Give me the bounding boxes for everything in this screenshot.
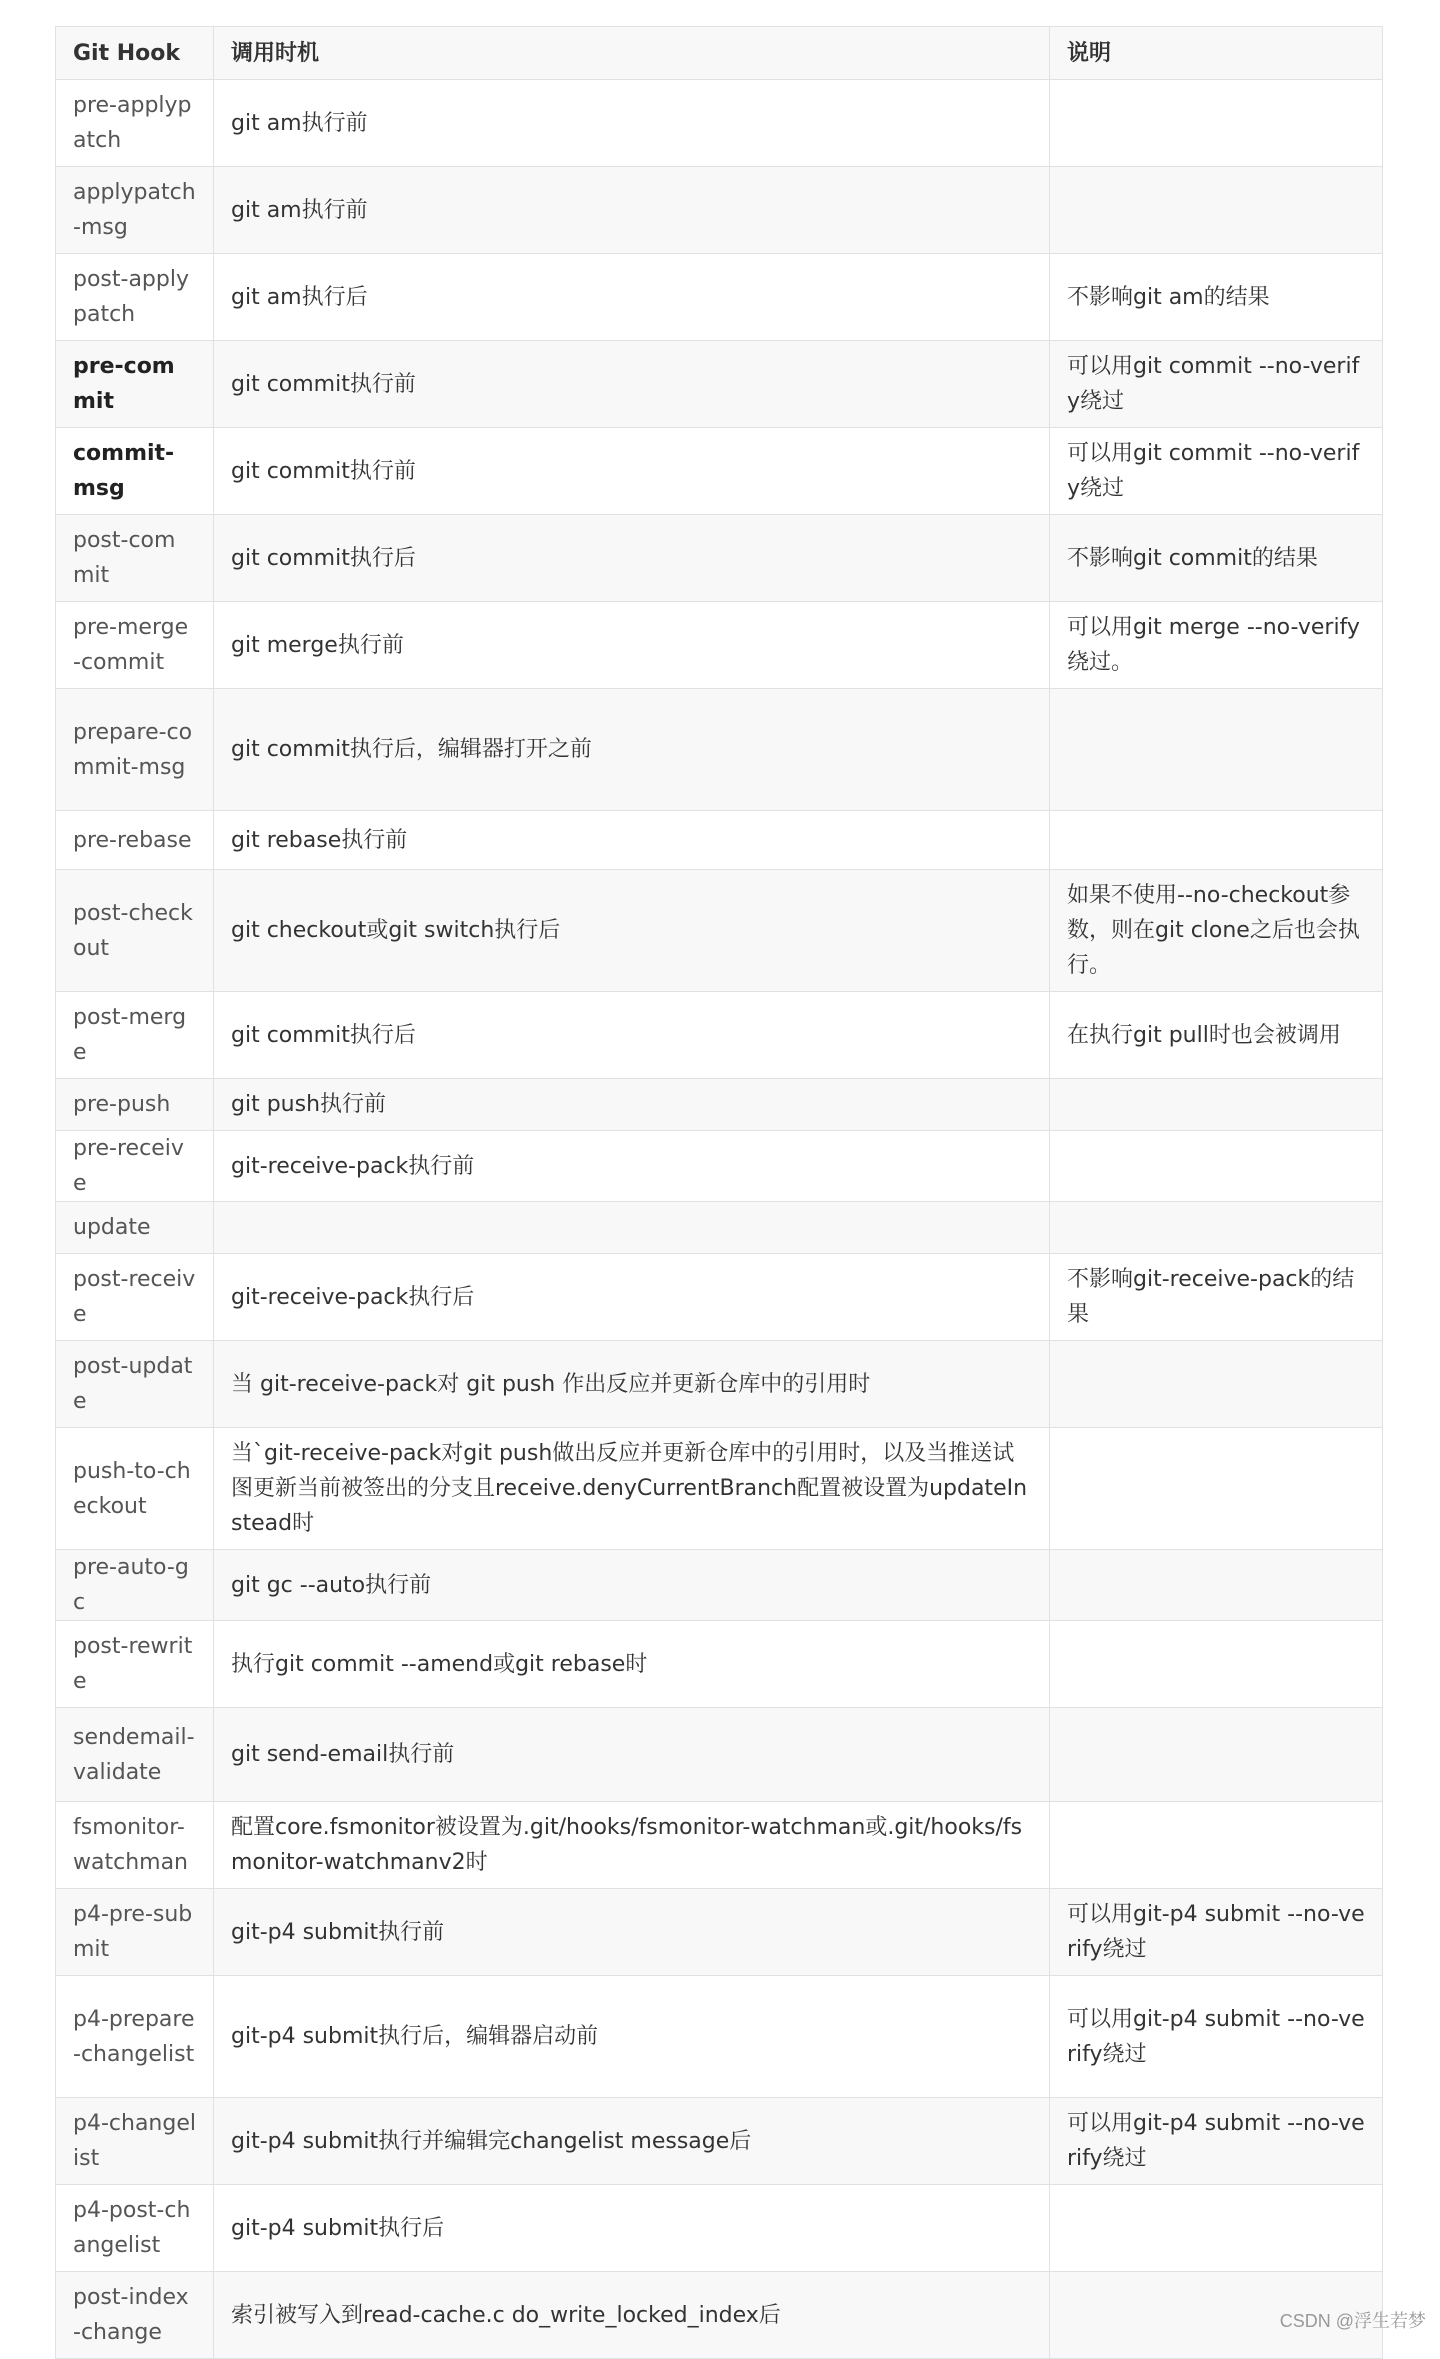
hook-name-cell (56, 992, 214, 1079)
description-cell (1050, 1131, 1383, 1202)
timing-cell (214, 870, 1050, 992)
table-row (56, 1202, 1383, 1254)
table-row (56, 80, 1383, 167)
hook-name-cell (56, 1976, 214, 2098)
table-row (56, 1889, 1383, 1976)
table-row (56, 1708, 1383, 1802)
hook-name-cell-text: fsmonitor-watchman (73, 1815, 188, 1875)
description-cell (1050, 167, 1383, 254)
description-cell (1050, 1976, 1383, 2098)
hook-name-cell (56, 811, 214, 870)
timing-cell-text: git commit执行后 (231, 545, 416, 571)
timing-cell (214, 1976, 1050, 2098)
description-cell (1050, 1079, 1383, 1131)
git-hooks-table-container (55, 26, 1382, 2359)
description-cell (1050, 515, 1383, 602)
timing-cell (214, 2098, 1050, 2185)
table-row (56, 1341, 1383, 1428)
hook-name-cell-text: post-update (73, 1354, 193, 1414)
hook-name-cell-text: p4-pre-submit (73, 1902, 193, 1962)
timing-cell (214, 1202, 1050, 1254)
description-cell (1050, 341, 1383, 428)
hook-name-cell-text: post-merge (73, 1005, 187, 1065)
timing-cell-text: git commit执行前 (231, 371, 416, 397)
table-row (56, 1976, 1383, 2098)
timing-cell (214, 992, 1050, 1079)
hook-name-cell (56, 1428, 214, 1550)
description-cell-text: 不影响git commit的结果 (1067, 545, 1318, 571)
table-header (56, 27, 1383, 80)
hook-name-cell-text: post-rewrite (73, 1634, 193, 1694)
timing-cell (214, 1802, 1050, 1889)
table-row (56, 870, 1383, 992)
timing-cell-text: git-receive-pack执行前 (231, 1153, 475, 1179)
timing-cell-text: git-p4 submit执行并编辑完changelist message后 (231, 2128, 752, 2154)
hook-name-cell (56, 1550, 214, 1621)
hook-name-cell (56, 1341, 214, 1428)
timing-cell (214, 254, 1050, 341)
hook-name-cell (56, 341, 214, 428)
hook-name-cell-text: post-receive (73, 1267, 196, 1327)
timing-cell-text: git-p4 submit执行后 (231, 2215, 445, 2241)
hook-name-cell-text: sendemail-validate (73, 1724, 195, 1785)
table-row (56, 1550, 1383, 1621)
hook-name-cell-text: update (73, 1215, 151, 1240)
timing-cell (214, 2185, 1050, 2272)
table-row (56, 2185, 1383, 2272)
hook-name-cell (56, 1708, 214, 1802)
description-cell (1050, 1550, 1383, 1621)
hook-name-cell (56, 80, 214, 167)
hook-name-cell (56, 870, 214, 992)
description-cell (1050, 1708, 1383, 1802)
description-cell-text: 可以用git-p4 submit --no-verify绕过 (1067, 1902, 1365, 1962)
table-row (56, 1079, 1383, 1131)
description-cell (1050, 1621, 1383, 1708)
hook-name-cell (56, 167, 214, 254)
description-cell-text: 在执行git pull时也会被调用 (1067, 1022, 1341, 1048)
hook-name-cell-text: post-checkout (73, 900, 193, 961)
timing-cell-text: git gc --auto执行前 (231, 1572, 432, 1598)
table-row (56, 1131, 1383, 1202)
description-cell (1050, 1889, 1383, 1976)
description-cell-text: 可以用git commit --no-verify绕过 (1067, 354, 1360, 414)
hook-name-cell (56, 254, 214, 341)
timing-cell-text: git am执行后 (231, 284, 368, 310)
hook-name-cell (56, 1802, 214, 1889)
timing-cell-text: git-p4 submit执行前 (231, 1919, 445, 1945)
hook-name-cell (56, 689, 214, 811)
description-cell (1050, 254, 1383, 341)
hook-name-cell-text: p4-prepare-changelist (73, 2006, 195, 2067)
timing-cell-text: git checkout或git switch执行后 (231, 918, 561, 943)
description-cell-text: 不影响git-receive-pack的结果 (1067, 1267, 1355, 1327)
table-row (56, 992, 1383, 1079)
timing-cell (214, 341, 1050, 428)
column-header-timing: 调用时机 (214, 27, 1050, 80)
hook-name-cell (56, 602, 214, 689)
timing-cell-text: git-p4 submit执行后，编辑器启动前 (231, 2024, 599, 2049)
table-row (56, 515, 1383, 602)
timing-cell-text: git push执行前 (231, 1092, 387, 1117)
table-body (56, 80, 1383, 2359)
description-cell-text: 不影响git am的结果 (1067, 284, 1270, 310)
timing-cell-text: git commit执行后，编辑器打开之前 (231, 737, 592, 762)
hook-name-cell (56, 1621, 214, 1708)
description-cell-text: 可以用git commit --no-verify绕过 (1067, 441, 1360, 501)
hook-name-cell-text: post-index-change (73, 2285, 189, 2345)
timing-cell (214, 1254, 1050, 1341)
hook-name-cell-text: pre-receive (73, 1136, 184, 1196)
timing-cell-text: git am执行前 (231, 110, 368, 136)
timing-cell-text: 配置core.fsmonitor被设置为.git/hooks/fsmonitor-watchman或.git/hooks/fsmonitor-watchmanv2时 (231, 1815, 1023, 1875)
timing-cell-text: git am执行前 (231, 197, 368, 223)
hook-name-cell-text: post-commit (73, 528, 176, 588)
table-row (56, 341, 1383, 428)
description-cell (1050, 428, 1383, 515)
description-cell (1050, 1202, 1383, 1254)
hook-name-cell (56, 2185, 214, 2272)
table-row (56, 428, 1383, 515)
timing-cell (214, 1889, 1050, 1976)
table-row (56, 2272, 1383, 2359)
hook-name-cell-text: pre-push (73, 1092, 171, 1117)
table-row (56, 689, 1383, 811)
hook-name-cell (56, 2272, 214, 2359)
table-row (56, 167, 1383, 254)
timing-cell (214, 1341, 1050, 1428)
timing-cell-text: git commit执行后 (231, 1022, 416, 1048)
description-cell (1050, 1254, 1383, 1341)
hook-name-cell-text: p4-changelist (73, 2111, 196, 2171)
hook-name-cell-text: pre-auto-gc (73, 1555, 189, 1615)
description-cell (1050, 1428, 1383, 1550)
description-cell (1050, 992, 1383, 1079)
timing-cell (214, 1550, 1050, 1621)
hook-name-cell (56, 1131, 214, 1202)
timing-cell (214, 1708, 1050, 1802)
timing-cell (214, 1428, 1050, 1550)
table-row (56, 1428, 1383, 1550)
timing-cell-text: 索引被写入到read-cache.c do_write_locked_index后 (231, 2302, 781, 2328)
hook-name-cell-text: prepare-commit-msg (73, 719, 193, 780)
git-hooks-table (55, 26, 1383, 2359)
timing-cell-text: git rebase执行前 (231, 827, 408, 853)
hook-name-cell-text: p4-post-changelist (73, 2198, 191, 2258)
hook-name-cell-text: pre-applypatch (73, 93, 192, 153)
timing-cell-text: 当 git-receive-pack对 git push 作出反应并更新仓库中的引用时 (231, 1371, 871, 1397)
hook-name-cell-text: applypatch-msg (73, 180, 196, 240)
description-cell (1050, 870, 1383, 992)
hook-name-cell (56, 515, 214, 602)
timing-cell (214, 689, 1050, 811)
table-row (56, 602, 1383, 689)
description-cell (1050, 2098, 1383, 2185)
description-cell (1050, 689, 1383, 811)
description-cell (1050, 811, 1383, 870)
timing-cell (214, 1621, 1050, 1708)
hook-name-cell (56, 2098, 214, 2185)
hook-name-cell (56, 1079, 214, 1131)
hook-name-cell (56, 428, 214, 515)
column-header-description: 说明 (1050, 27, 1383, 80)
description-cell (1050, 602, 1383, 689)
timing-cell (214, 515, 1050, 602)
hook-name-cell (56, 1254, 214, 1341)
description-cell (1050, 2185, 1383, 2272)
timing-cell (214, 811, 1050, 870)
hook-name-cell-text: pre-commit (73, 354, 175, 414)
timing-cell (214, 80, 1050, 167)
timing-cell (214, 1131, 1050, 1202)
timing-cell-text: 当`git-receive-pack对git push做出反应并更新仓库中的引用时，以及当推送试图更新当前被签出的分支且receive.denyCurrentBranch配置被设置为updateInstead时 (231, 1441, 1028, 1536)
timing-cell-text: git commit执行前 (231, 458, 416, 484)
description-cell-text: 如果不使用--no-checkout参数，则在git clone之后也会执行。 (1067, 883, 1360, 978)
timing-cell-text: git-receive-pack执行后 (231, 1284, 475, 1310)
hook-name-cell-text: pre-merge-commit (73, 615, 189, 675)
timing-cell-text: git merge执行前 (231, 632, 404, 658)
timing-cell (214, 1079, 1050, 1131)
description-cell-text: 可以用git-p4 submit --no-verify绕过 (1067, 2006, 1365, 2067)
timing-cell (214, 167, 1050, 254)
table-row (56, 1802, 1383, 1889)
hook-name-cell (56, 1889, 214, 1976)
table-row (56, 1254, 1383, 1341)
description-cell-text: 可以用git merge --no-verify绕过。 (1067, 615, 1360, 675)
hook-name-cell-text: pre-rebase (73, 827, 192, 853)
timing-cell-text: 执行git commit --amend或git rebase时 (231, 1651, 648, 1677)
watermark: CSDN @浮生若梦 (1279, 2311, 1426, 2331)
hook-name-cell (56, 1202, 214, 1254)
table-row (56, 2098, 1383, 2185)
hook-name-cell-text: post-applypatch (73, 267, 189, 327)
description-cell (1050, 1802, 1383, 1889)
timing-cell (214, 602, 1050, 689)
description-cell-text: 可以用git-p4 submit --no-verify绕过 (1067, 2111, 1365, 2171)
timing-cell (214, 2272, 1050, 2359)
column-header-git-hook: Git Hook (56, 27, 214, 80)
description-cell (1050, 1341, 1383, 1428)
hook-name-cell-text: push-to-checkout (73, 1458, 191, 1519)
table-row (56, 1621, 1383, 1708)
table-row (56, 811, 1383, 870)
timing-cell-text: git send-email执行前 (231, 1742, 455, 1767)
description-cell (1050, 80, 1383, 167)
header-row (56, 27, 1383, 80)
table-row (56, 254, 1383, 341)
hook-name-cell-text: commit-msg (73, 441, 175, 501)
timing-cell (214, 428, 1050, 515)
